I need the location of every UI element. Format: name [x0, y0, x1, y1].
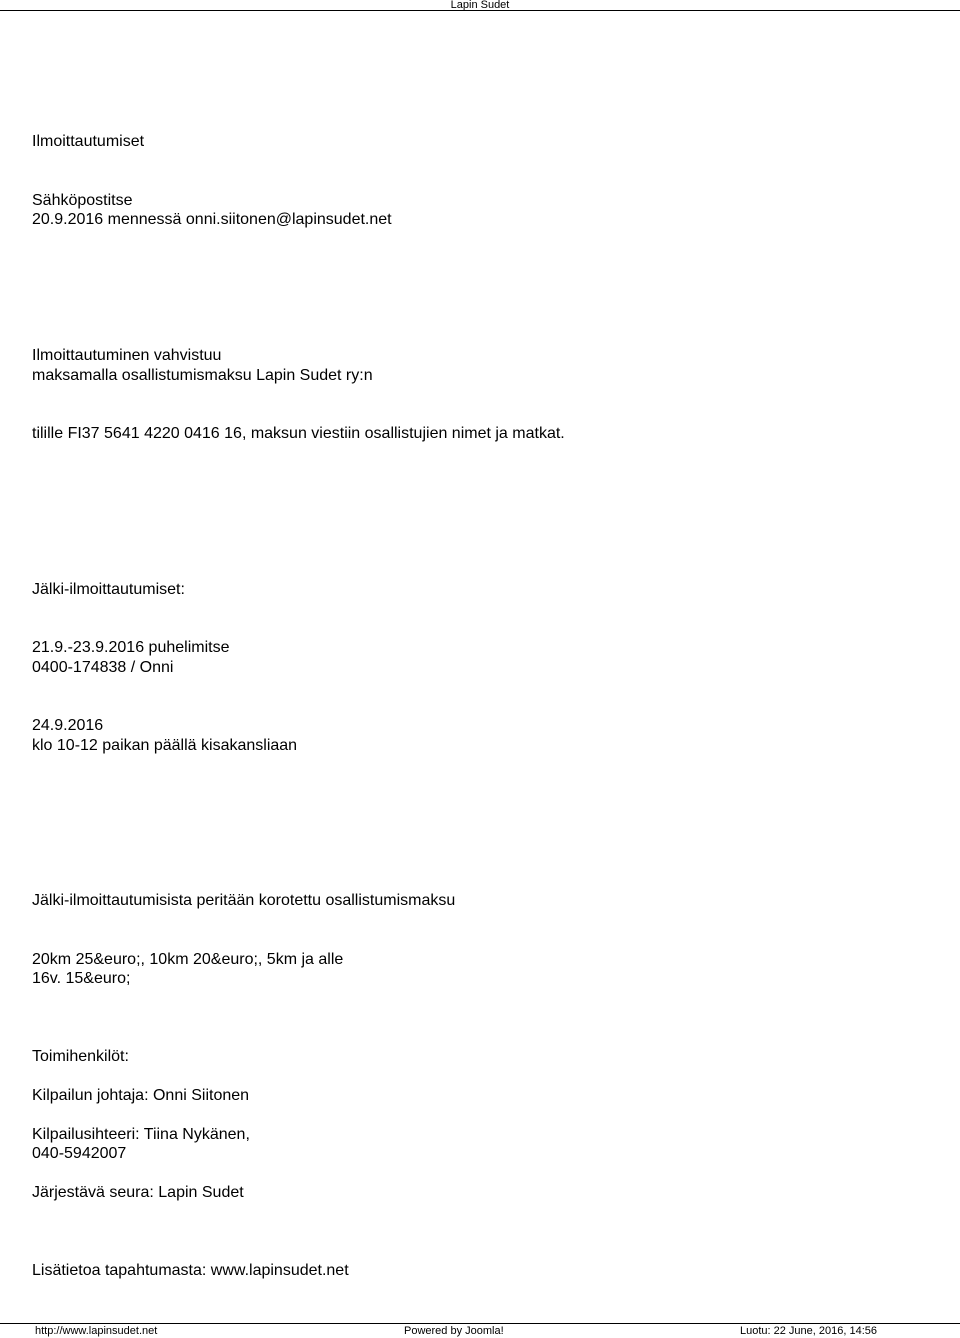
late-registration-heading: Jälki-ilmoittautumiset:	[32, 581, 185, 598]
header-title: Lapin Sudet	[450, 0, 510, 11]
confirm-line-1: Ilmoittautuminen vahvistuu	[32, 347, 222, 364]
footer-created: Luotu: 22 June, 2016, 14:56	[740, 1325, 878, 1337]
officials-heading: Toimihenkilöt:	[32, 1048, 129, 1065]
organizer-line: Järjestävä seura: Lapin Sudet	[32, 1184, 244, 1201]
late-fee-note: Jälki-ilmoittautumisista peritään korotettu osallistumismaksu	[32, 892, 456, 909]
director-line: Kilpailun johtaja: Onni Siitonen	[32, 1087, 250, 1104]
account-line: tilille FI37 5641 4220 0416 16, maksun viestiin osallistujien nimet ja matkat.	[32, 425, 565, 442]
more-info-line: Lisätietoa tapahtumasta: www.lapinsudet.net	[32, 1262, 349, 1279]
onsite-date: 24.9.2016	[32, 717, 104, 734]
footer-divider	[0, 1323, 960, 1324]
email-label: Sähköpostitse	[32, 192, 133, 209]
footer-url: http://www.lapinsudet.net	[35, 1325, 158, 1337]
fees-line-2: 16v. 15&euro;	[32, 970, 131, 987]
fees-line-1: 20km 25&euro;, 10km 20&euro;, 5km ja alle	[32, 951, 344, 968]
late-phone-dates: 21.9.-23.9.2016 puhelimitse	[32, 639, 230, 656]
secretary-line-2: 040-5942007	[32, 1145, 127, 1162]
late-phone-number: 0400-174838 / Onni	[32, 659, 174, 676]
confirm-line-2: maksamalla osallistumismaksu Lapin Sudet ry:n	[32, 367, 373, 384]
page-header	[0, 0, 960, 11]
onsite-details: klo 10-12 paikan päällä kisakansliaan	[32, 737, 298, 754]
email-line: 20.9.2016 mennessä onni.siitonen@lapinsudet.net	[32, 211, 392, 228]
footer-powered: Powered by Joomla!	[404, 1325, 504, 1337]
secretary-line-1: Kilpailusihteeri: Tiina Nykänen,	[32, 1126, 250, 1143]
registration-heading: Ilmoittautumiset	[32, 133, 145, 150]
